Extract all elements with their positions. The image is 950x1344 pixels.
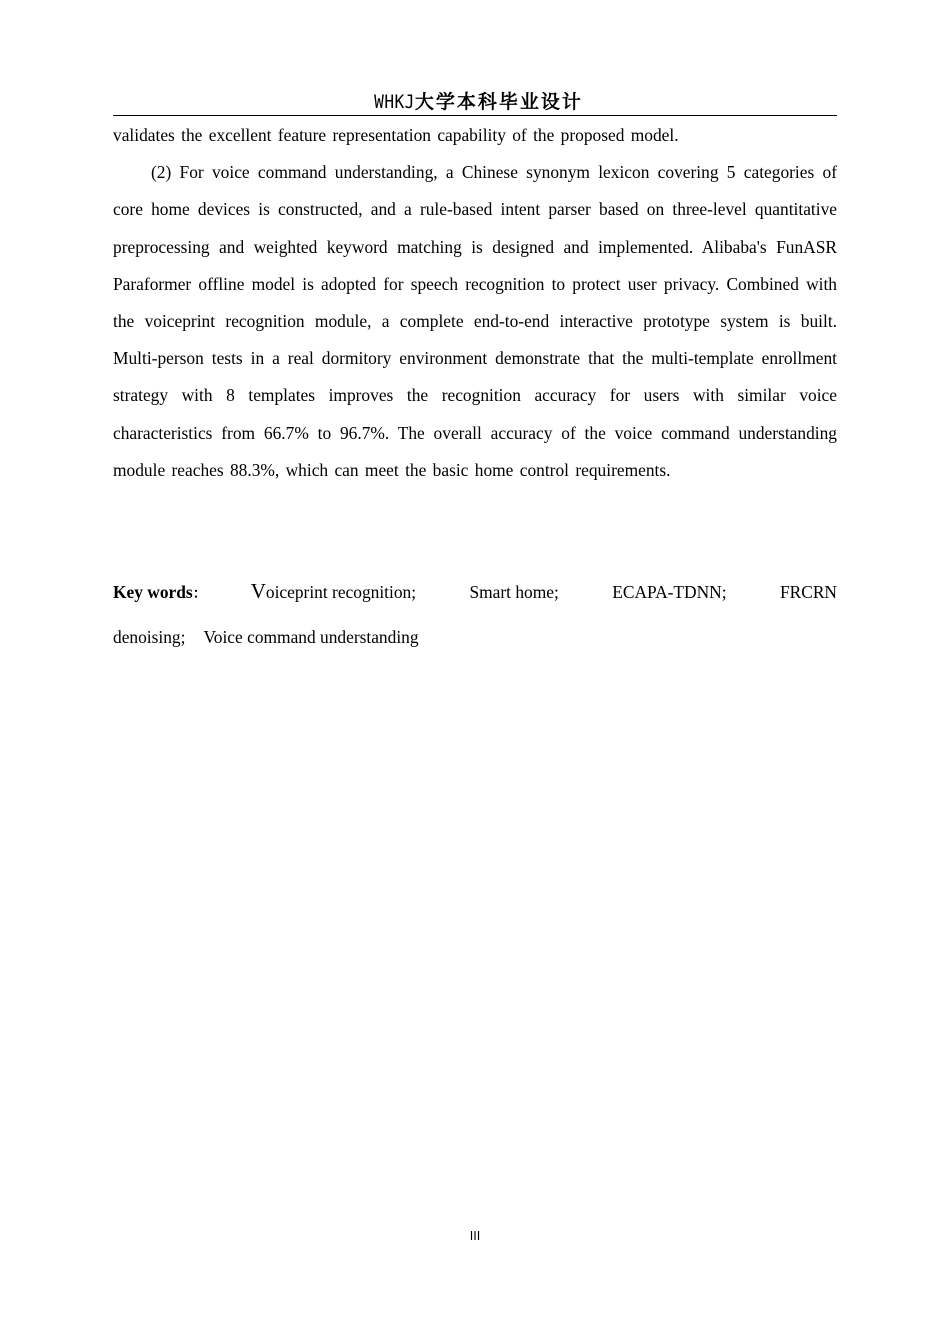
keywords-colon: ：: [192, 587, 207, 602]
keywords-label: [113, 570, 416, 616]
keywords-section: [113, 570, 837, 659]
header-title: 大学本科毕业设计: [414, 91, 583, 113]
keyword-2: Smart home;: [469, 582, 559, 602]
keywords-label-text: Key words: [113, 582, 193, 602]
keyword-4: FRCRN: [779, 582, 837, 602]
page-header: [113, 88, 837, 116]
keyword-3: ECAPA-TDNN;: [612, 582, 727, 602]
keyword-1-initial: V: [250, 579, 266, 603]
paragraph-point-2: (2) For voice command understanding, a Chinese synonym lexicon covering 5 categories of core home devices is constructed, and a rule-based intent parser based on three-level quantitative preprocessing and weighted keyword matching is designed and implemented. Alibaba's FunASR Paraformer offline model is adopted for speech recognition to protect user privacy. Combined with the voiceprint recognition module, a complete end-to-end interactive prototype system is built. Multi-person tests in a real dormitory environment demonstrate that the multi-template enrollment strategy with 8 templates improves the recognition accuracy for users with similar voice characteristics from 66.7% to 96.7%. The overall accuracy of the voice command understanding module reaches 88.3%, which can meet the basic home control requirements.: [113, 162, 837, 480]
abstract-body: [113, 117, 837, 489]
keyword-4-continued: denoising;: [113, 627, 186, 647]
page-number: III: [469, 1229, 481, 1243]
keyword-5: Voice command understanding: [203, 627, 419, 647]
paragraph-continuation: validates the excellent feature representation capability of the proposed model.: [113, 125, 679, 145]
header-university-code: WHKJ: [374, 91, 415, 113]
keywords-line-1: [113, 570, 837, 616]
keyword-1: oiceprint recognition;: [265, 582, 417, 602]
keywords-line-2: [113, 616, 837, 659]
